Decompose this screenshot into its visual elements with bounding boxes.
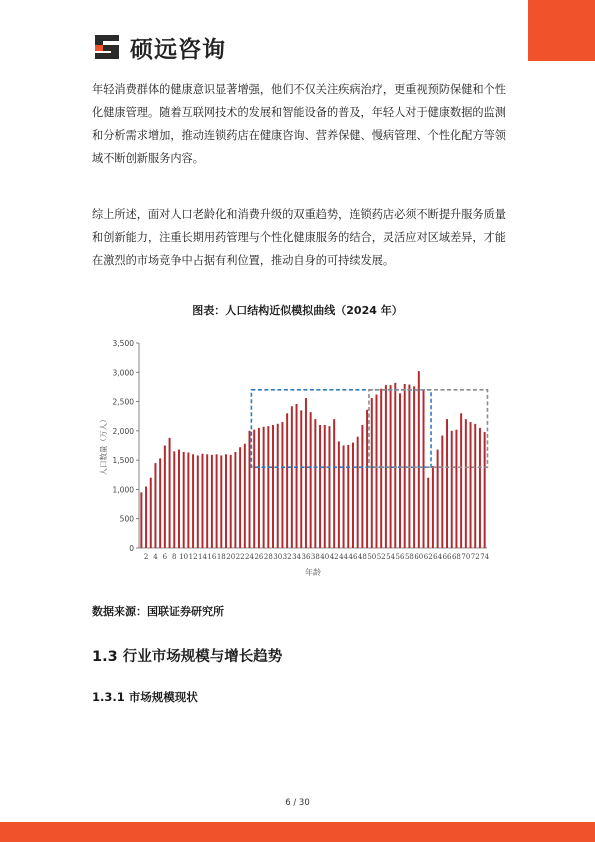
x-tick-label: 56 [395,553,405,561]
population-bar [484,432,486,548]
population-bar [249,431,251,548]
population-bar [474,424,476,548]
population-bar [244,444,246,548]
x-tick-label: 52 [376,553,386,561]
population-bar [404,384,406,548]
population-bar [470,422,472,548]
population-bar [479,428,481,548]
population-bar [286,413,288,548]
population-bar [253,430,255,548]
x-tick-label: 16 [207,553,217,561]
x-tick-label: 50 [367,553,377,561]
population-bar [258,428,260,548]
population-bar [272,425,274,548]
population-bar [211,455,213,548]
y-tick-label: 2,000 [112,426,134,436]
x-tick-label: 40 [320,553,330,561]
population-bar [140,492,142,548]
x-tick-label: 68 [451,553,461,561]
population-bar [300,410,302,548]
y-tick-label: 1,000 [112,485,134,495]
x-tick-label: 18 [216,553,226,561]
x-tick-label: 28 [263,553,273,561]
population-bar [216,454,218,548]
x-tick-label: 58 [404,553,414,561]
population-bar [281,422,283,548]
population-bar [455,430,457,548]
y-tick-label: 3,500 [112,339,134,348]
brand-name: 硕远咨询 [130,36,226,63]
population-bar [263,427,265,548]
population-bar [164,446,166,549]
data-source: 数据来源：国联证券研究所 [92,605,224,618]
population-bar [437,450,439,548]
x-tick-label: 38 [310,553,320,561]
y-tick-label: 2,500 [112,397,134,407]
population-bar [230,455,232,548]
x-tick-label: 26 [254,553,264,561]
y-tick-label: 500 [119,514,134,524]
population-bar [333,419,335,548]
x-tick-label: 10 [179,553,189,561]
x-tick-label: 32 [282,553,292,561]
y-tick-label: 3,000 [112,368,134,378]
population-bar [324,425,326,548]
x-tick-label: 12 [188,553,198,561]
population-bar [178,450,180,548]
x-tick-label: 46 [348,553,358,561]
x-tick-label: 4 [153,553,158,561]
population-bar [432,466,434,548]
population-bar [154,463,156,548]
footer-accent-bar [0,822,595,842]
population-bar [347,445,349,548]
population-bar [408,385,410,548]
population-bar [423,390,425,548]
population-bar [460,413,462,548]
population-bar [375,395,377,548]
population-bar [338,441,340,548]
page-number: 6 / 30 [285,798,310,808]
x-tick-label: 6 [162,553,168,561]
population-bar [465,419,467,548]
population-bar [314,419,316,548]
x-axis-label: 年龄 [305,568,321,577]
population-bar [427,478,429,548]
population-bar [187,453,189,548]
x-tick-label: 22 [235,553,245,561]
population-bar [399,393,401,548]
x-tick-label: 24 [245,553,254,561]
population-bar [446,419,448,548]
population-bar [225,454,227,548]
paragraph-summary: 综上所述，面对人口老龄化和消费升级的双重趋势，连锁药店必须不断提升服务质量和创新能力，注重长期用药管理与个性化健康服务的结合，灵活应对区域差异，才能在激烈的市场竞争中占据有利位置，推动自身的可持续发展。 [92,208,506,267]
population-bar [206,454,208,548]
population-bar [173,451,175,548]
x-tick-label: 70 [461,553,471,561]
x-tick-label: 34 [292,553,302,561]
y-tick-label: 0 [129,544,134,553]
population-bar [277,424,279,548]
x-tick-label: 14 [198,553,207,561]
y-axis-label: 人口数量（万人） [99,415,108,476]
x-tick-label: 74 [480,553,490,561]
population-bar [361,425,363,548]
x-tick-label: 48 [357,553,367,561]
x-tick-label: 54 [386,553,396,561]
x-tick-label: 20 [226,553,236,561]
population-bar [418,371,420,548]
figure-title: 图表：人口结构近似模拟曲线（2024 年） [192,304,403,317]
population-bar [441,436,443,548]
population-bar [169,438,171,548]
x-tick-label: 60 [414,553,424,561]
population-bar [267,426,269,548]
population-bar [366,410,368,548]
x-tick-label: 36 [301,553,311,561]
x-tick-label: 72 [470,553,480,561]
x-tick-label: 64 [433,553,443,561]
population-bar [150,478,152,548]
population-bar [371,398,373,548]
population-bar [319,425,321,548]
population-bar [239,447,241,548]
population-bar [159,458,161,548]
population-bar [352,443,354,548]
brand-mark-icon [92,32,122,62]
population-bar-chart [92,333,502,583]
section-heading: 1.3 行业市场规模与增长趋势 [92,649,283,665]
population-bar [291,406,293,548]
population-bar [145,487,147,549]
population-bar [305,398,307,548]
population-bar [234,452,236,548]
population-bar [220,455,222,548]
y-tick-label: 1,500 [112,456,134,466]
population-bar [310,412,312,548]
population-bar [357,437,359,548]
x-tick-label: 62 [423,553,433,561]
population-bar [328,426,330,548]
population-bar [197,455,199,548]
population-bar [451,431,453,548]
x-tick-label: 66 [442,553,452,561]
population-bar [201,454,203,548]
population-bar [380,389,382,548]
paragraph-youth-health: 年轻消费群体的健康意识显著增强，他们不仅关注疾病治疗，更重视预防保健和个性化健康管理。随着互联网技术的发展和智能设备的普及，年轻人对于健康数据的监测和分析需求增加，推动连锁药店在健康咨询、营养保健、慢病管理、个性化配方等领域不断创新服务内容。 [92,83,506,165]
population-bar [192,454,194,548]
x-tick-label: 30 [273,553,283,561]
subsection-heading: 1.3.1 市场规模现状 [92,690,198,704]
x-tick-label: 44 [339,553,349,561]
population-bar [394,383,396,548]
brand-logo [92,30,226,64]
population-bar [343,446,345,549]
population-bar [183,452,185,548]
corner-accent [528,0,595,61]
x-tick-label: 2 [143,553,149,561]
population-bar [296,404,298,548]
x-tick-label: 42 [329,553,339,561]
x-tick-label: 8 [172,553,177,561]
